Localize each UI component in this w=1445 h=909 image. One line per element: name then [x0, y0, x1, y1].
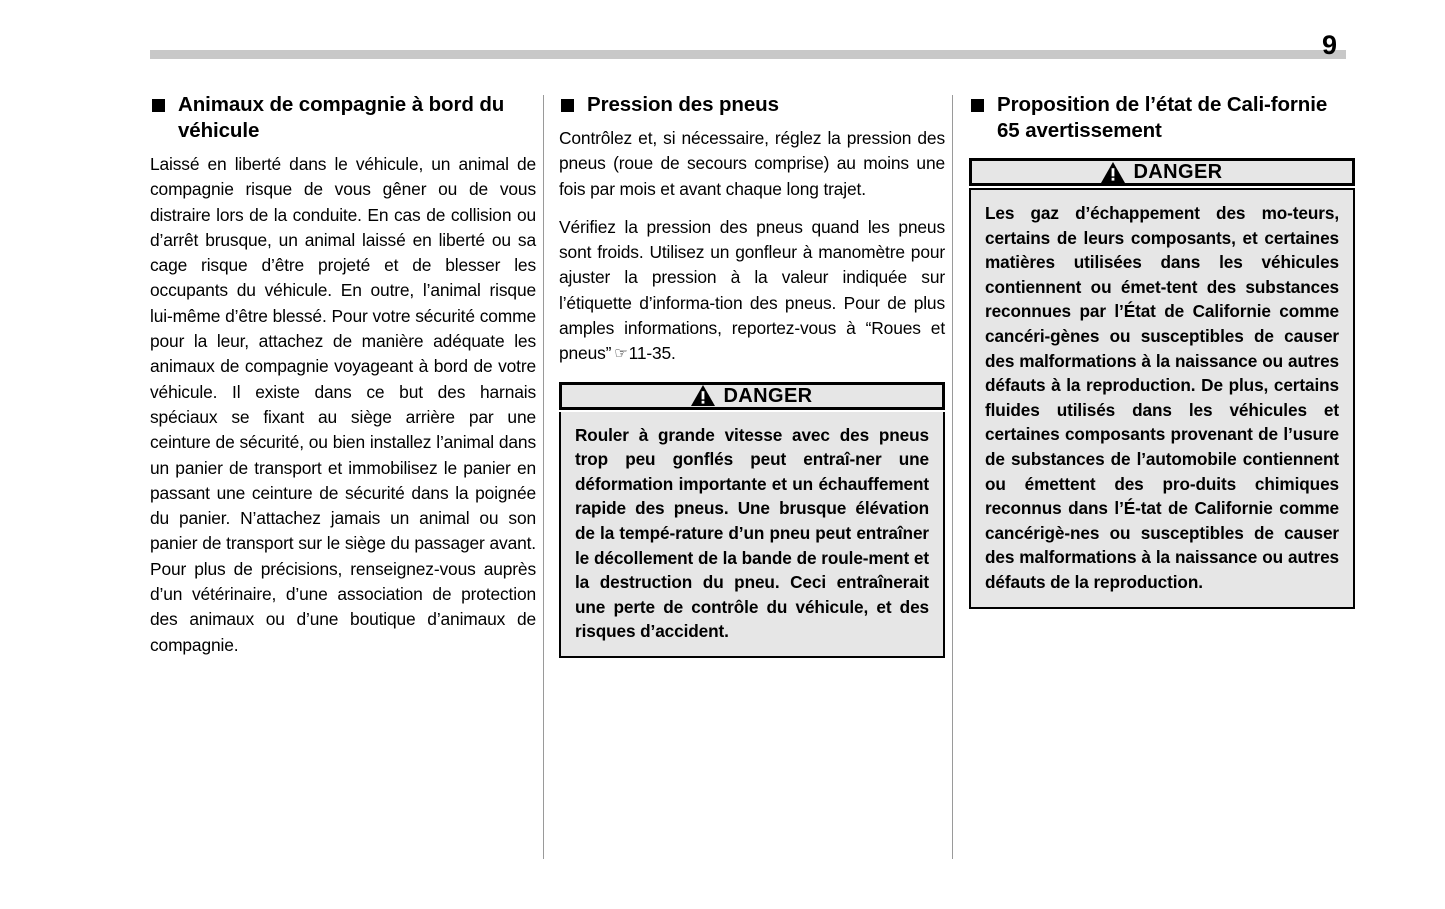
danger-label: DANGER [1133, 161, 1223, 183]
paragraph-pets-body: Laissé en liberté dans le véhicule, un animal de compagnie risque de vous gêner ou de vous distraire lors de la conduite. En cas de collision ou d’arrêt brusque, un animal laissé en liberté ou sa cage risque d’être projeté et de blesser les occupants du véhicule. En outre, l’animal risque lui-même d’être blessé. Pour votre sécurité comme pour la leur, attachez de manière adéquate les animaux de compagnie voyageant à bord de votre véhicule. Il existe dans ce but des harnais spéciaux se fixant au siège arrière par une ceinture de sécurité, ou bien installez l’animal dans un panier de transport et immobilisez le panier en passant une ceinture de sécurité dans la poignée du panier. N’attachez jamais un animal ou son panier de transport sur le siège du passager avant. Pour plus de précisions, renseignez-vous auprès d’un vétérinaire, d’une association de protection des animaux ou d’une boutique d’animaux de compagnie. [150, 154, 536, 655]
danger-header [969, 158, 1355, 186]
paragraph-tire-cold-pressure [559, 215, 945, 368]
page-header [0, 0, 1445, 72]
paragraph-tire-check-frequency: Contrôlez et, si nécessaire, réglez la pression des pneus (roue de secours comprise) au moins une fois par mois et avant chaque long trajet. [559, 128, 945, 199]
filled-square-icon [152, 99, 165, 112]
page-number: 9 [1322, 30, 1337, 60]
danger-header [559, 382, 945, 410]
danger-body-text: Rouler à grande vitesse avec des pneus trop peu gonflés peut entraî-ner une déformation importante et un échauffement rapide des pneus. Une brusque élévation de la tempé-rature d’un pneu peut entraîner le décollement de la bande de roule-ment et la destruction du pneu. Ceci entraînerait une perte de contrôle du véhicule, et des risques d’accident. [575, 424, 929, 642]
column-divider-2 [952, 95, 953, 859]
section-heading-prop65 [969, 92, 1355, 144]
column-prop65-warning [969, 92, 1355, 609]
section-heading-pets-label: Animaux de compagnie à bord du véhicule [178, 93, 505, 142]
danger-body-text: Les gaz d’échappement des mo-teurs, certains de leurs composants, et certaines matières utilisées dans les véhicules contiennent ou émet-tent des substances reconnues par l’État de Californie comme cancéri-gènes ou susceptibles de causer des malformations à la naissance ou autres défauts à la reproduction. De plus, certains fluides utilisés dans les véhicules et certaines composants provenant de l’usure de substances de l’automobile contiennent ou émettent des pro-duits chimiques reconnus dans l’É-tat de Californie comme cancérigè-nes ou susceptibles de causer des malformations à la naissance ou autres défauts de la reproduction. [985, 203, 1339, 592]
header-rule [150, 50, 1346, 59]
warning-triangle-icon [1101, 162, 1125, 183]
warning-triangle-icon [691, 385, 715, 406]
danger-label: DANGER [723, 384, 813, 407]
danger-callout-prop65 [969, 158, 1355, 609]
paragraph-tire-cold-pressure-text: Vérifiez la pression des pneus quand les pneus sont froids. Utilisez un gonfleur à manomètre pour ajuster la pression à la valeur indiquée sur l’étiquette d’informa-tion des pneus. Pour de plus amples informations, reportez-vous à “Roues et pneus” [559, 216, 945, 364]
section-heading-tire-pressure-label: Pression des pneus [587, 93, 779, 116]
cross-reference-page: 11-35. [628, 343, 676, 364]
section-heading-prop65-label: Proposition de l’état de Cali-fornie 65 avertissement [997, 93, 1328, 142]
page-body [0, 92, 1445, 882]
column-divider-1 [543, 95, 544, 859]
danger-body [969, 188, 1355, 609]
danger-callout-tire-pressure [559, 382, 945, 658]
pointing-hand-icon: ☞ [614, 345, 628, 363]
filled-square-icon [561, 99, 574, 112]
column-pets-on-board [150, 92, 536, 658]
danger-body [559, 412, 945, 658]
filled-square-icon [971, 99, 984, 112]
section-heading-pets [150, 92, 536, 144]
column-tire-pressure [559, 92, 945, 658]
section-heading-tire-pressure [559, 92, 945, 118]
